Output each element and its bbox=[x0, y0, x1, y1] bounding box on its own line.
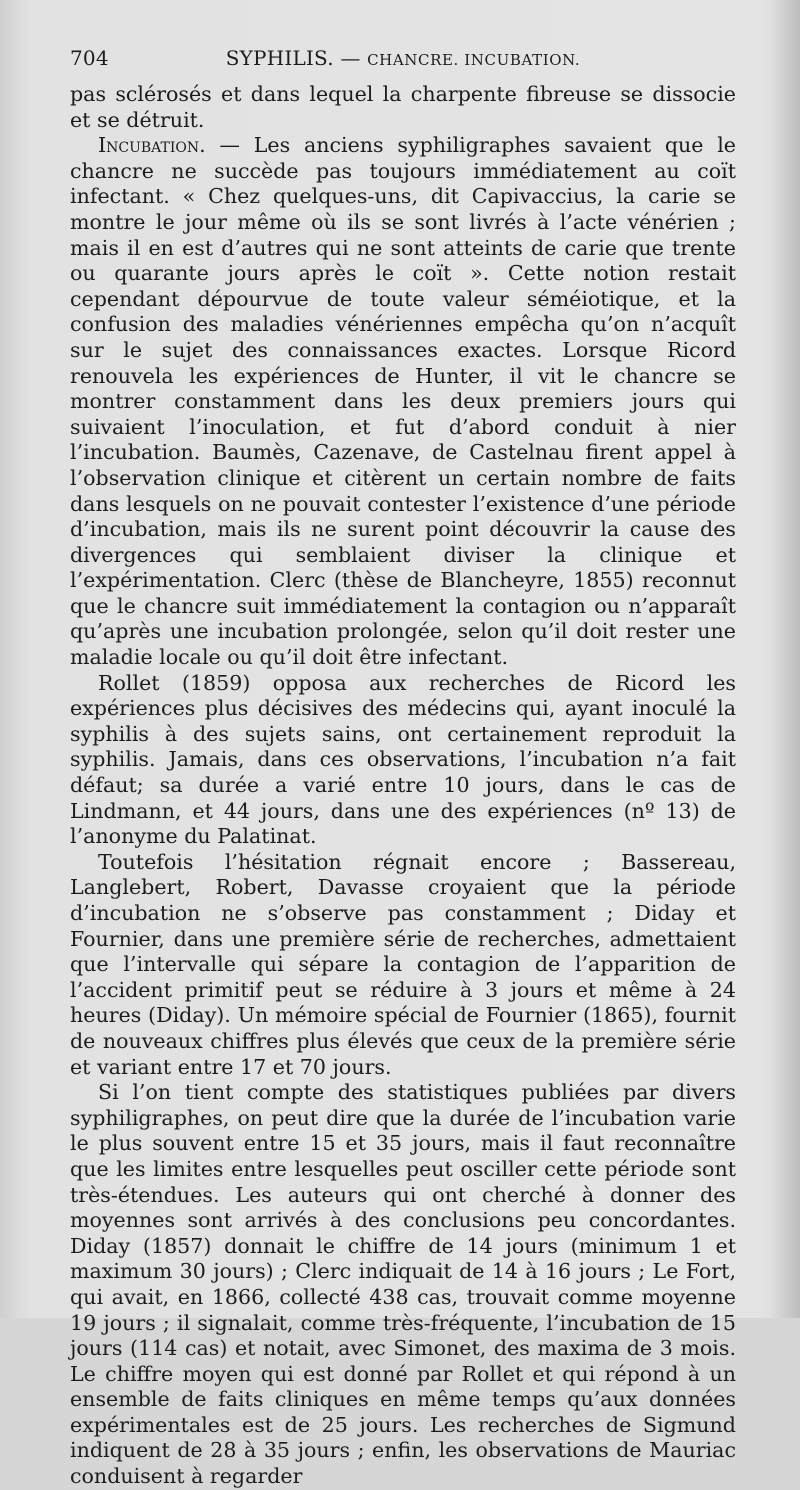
page-number: 704 bbox=[70, 46, 109, 70]
section-lead-incubation: Incubation. bbox=[98, 133, 206, 158]
paragraph-rollet bbox=[70, 671, 736, 850]
running-title-main: SYPHILIS. — bbox=[225, 46, 361, 70]
paragraph-text: Toutefois l’hésitation régnait encore ; Bassereau, Langlebert, Robert, Davasse croyaient que la période d’incubation ne s’observe pas constamment ; Diday et Fournier, dans une première série de recherches, admettaient que l’intervalle qui sépare la contagion de l’apparition de l’accident primitif peut se réduire à 3 jours et même à 24 heures (Diday). Un mémoire spécial de Fournier (1865), fournit de nouveaux chiffres plus élevés que ceux de la première série et variant entre 17 et 70 jours. bbox=[70, 849, 736, 1079]
paragraph-incubation bbox=[70, 133, 736, 670]
running-title bbox=[70, 46, 736, 70]
body-text bbox=[70, 82, 736, 1490]
running-header bbox=[70, 40, 736, 82]
paragraph-text: pas sclérosés et dans lequel la charpente fibreuse se dissocie et se détruit. bbox=[70, 82, 736, 132]
paragraph-toutefois bbox=[70, 850, 736, 1080]
paragraph-statistiques bbox=[70, 1080, 736, 1490]
paragraph-text: Rollet (1859) opposa aux recherches de Ricord les expériences plus décisives des médecins qui, ayant inoculé la syphilis à des sujets sains, ont certainement reproduit la syphilis. Jamais, dans ces observations, l’incubation n’a fait défaut; sa durée a varié entre 10 jours, dans le cas de Lindmann, et 44 jours, dans une des expériences (nº 13) de l’anonyme du Palatinat. bbox=[70, 670, 736, 849]
page-edge-shadow bbox=[770, 0, 800, 1318]
paragraph-text: — Les anciens syphiligraphes savaient que le chancre ne succède pas toujours immédiatement au coït infectant. « Chez quelques-uns, dit Capivaccius, la carie se montre le jour même où ils se sont livrés à l’acte vénérien ; mais il en est d’autres qui ne sont atteints de carie que trente ou quarante jours après le coït ». Cette notion restait cependant dépourvue de toute valeur séméiotique, et la confusion des maladies vénériennes empêcha qu’on n’acquît sur le sujet des connaissances exactes. Lorsque Ricord renouvela les expériences de Hunter, il vit le chancre se montrer constamment dans les deux premiers jours qui suivaient l’inoculation, et fut d’abord conduit à nier l’incubation. Baumès, Cazenave, de Castelnau firent appel à l’observation clinique et citèrent un certain nombre de faits dans lesquels on ne pouvait contester l’existence d’une période d’incubation, mais ils ne surent point découvrir la cause des divergences qui semblaient diviser la clinique et l’expérimentation. Clerc (thèse de Blancheyre, 1855) reconnut que le chancre suit immédiatement la contagion ou n’apparaît qu’après une incubation prolongée, selon qu’il doit rester une maladie locale ou qu’il doit être infectant. bbox=[70, 133, 736, 670]
paragraph-text: Si l’on tient compte des statistiques publiées par divers syphiligraphes, on peut dire que la durée de l’incubation varie le plus souvent entre 15 et 35 jours, mais il faut reconnaître que les limites entre lesquelles peut osciller cette période sont très-étendues. Les auteurs qui ont cherché à donner des moyennes sont arrivés à des conclusions peu concordantes. Diday (1857) donnait le chiffre de 14 jours (minimum 1 et maximum 30 jours) ; Clerc indiquait de 14 à 16 jours ; Le Fort, qui avait, en 1866, collecté 438 cas, trouvait comme moyenne 19 jours ; il signalait, comme très-fréquente, l’incubation de 15 jours (114 cas) et notait, avec Simonet, des maxima de 3 mois. Le chiffre moyen qui est donné par Rollet et qui répond à un ensemble de faits cliniques en même temps qu’aux données expérimentales est de 25 jours. Les recherches de Sigmund indiquent de 28 à 35 jours ; enfin, les observations de Mauriac conduisent à regarder bbox=[70, 1080, 736, 1489]
paragraph-continued bbox=[70, 82, 736, 133]
running-title-sub: CHANCRE. INCUBATION. bbox=[367, 51, 581, 69]
